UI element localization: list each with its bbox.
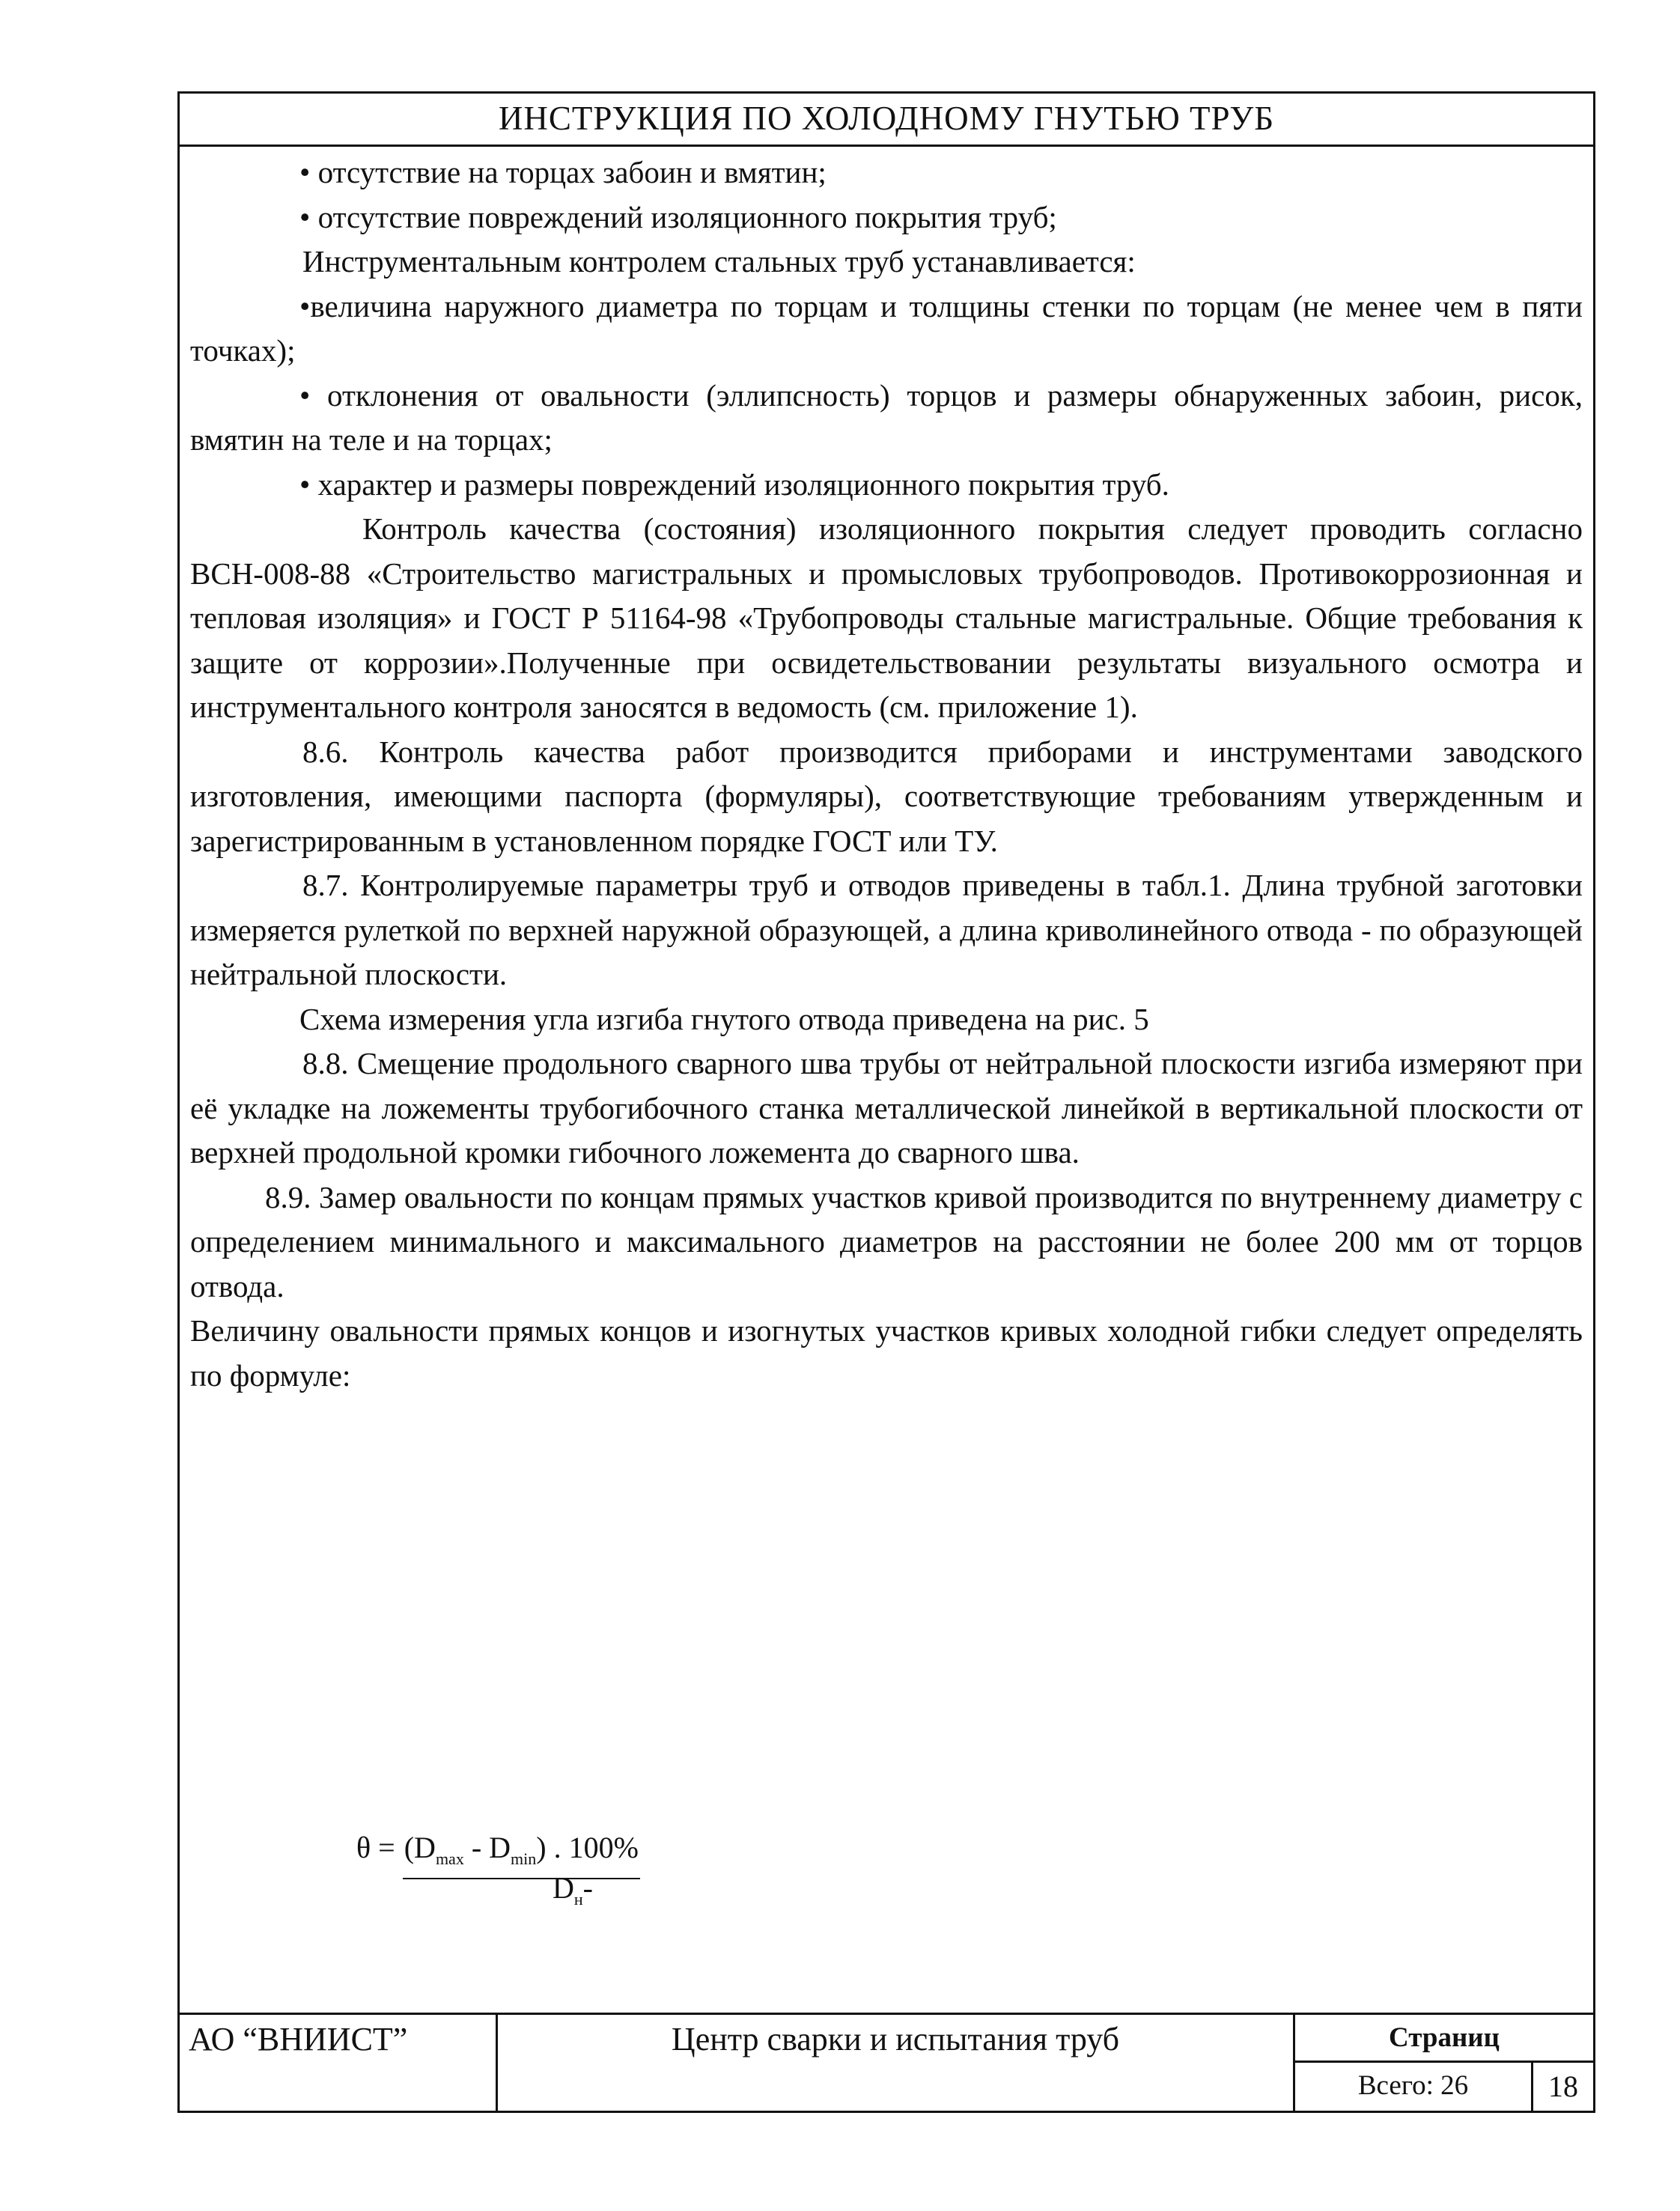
document-body <box>190 150 1583 1398</box>
footer-center-name: Центр сварки и испытания труб <box>498 2015 1295 2111</box>
paragraph-bullet-2: • отсутствие повреждений изоляционного покрытия труб; <box>299 199 1057 234</box>
paragraph-8-9: 8.9. Замер овальности по концам прямых участков кривой производится по внутреннему диаметру с определением минимального и максимального диаметров на расстоянии не более 200 мм от торцов отвода. <box>190 1179 1583 1304</box>
footer-organization: АО “ВНИИСТ” <box>180 2015 498 2111</box>
paragraph-ovality-formula-intro: Величину овальности прямых концов и изогнутых участков кривых холодной гибки следует определять по формуле: <box>190 1313 1583 1393</box>
footer-pages-label: Страниц <box>1295 2015 1593 2063</box>
paragraph-coating-control: Контроль качества (состояния) изоляционного покрытия следует проводить согласно ВСН-008-88 «Строительство магистральных и промысловых трубопроводов. Противокоррозионная и тепловая изоляция» и ГОСТ Р 51164-98 «Трубопроводы стальные магистральные. Общие требования к защите от коррозии».Полученные при освидетельствовании результаты визуального осмотра и инструментального контроля заносятся в ведомость (см. приложение 1). <box>190 511 1583 724</box>
formula-lhs: θ = <box>356 1831 395 1864</box>
paragraph-bullet-3: •величина наружного диаметра по торцам и толщины стенки по торцам (не менее чем в пяти точках); <box>190 288 1583 368</box>
footer-total-pages: Всего: 26 <box>1295 2063 1533 2111</box>
paragraph-8-6: 8.6. Контроль качества работ производится приборами и инструментами заводского изготовления, имеющими паспорта (формуляры), соответствующие требованиям утвержденным и зарегистрированным в установленном порядке ГОСТ или ТУ. <box>190 734 1583 858</box>
paragraph-bullet-1: • отсутствие на торцах забоин и вмятин; <box>299 155 827 189</box>
document-page <box>177 91 1595 2113</box>
paragraph-8-7: 8.7. Контролируемые параметры труб и отводов приведены в табл.1. Длина трубной заготовки измеряется рулеткой по верхней наружной образующей, а длина криволинейного отвода - по образующей нейтральной плоскости. <box>190 868 1583 991</box>
document-title: ИНСТРУКЦИЯ ПО ХОЛОДНОМУ ГНУТЬЮ ТРУБ <box>180 94 1593 147</box>
footer-page-number: 18 <box>1548 2069 1578 2103</box>
paragraph-8-8: 8.8. Смещение продольного сварного шва трубы от нейтральной плоскости изгиба измеряют при её укладке на ложементы трубогибочного станка металлической линейкой в вертикальной плоскости от верхней продольной кромки гибочного ложемента до сварного шва. <box>190 1046 1583 1170</box>
formula-numerator: $(D_{max} - D_{min})$ . 100% <box>403 1829 640 1879</box>
paragraph-instrumental-intro: Инструментальным контролем стальных труб устанавливается: <box>302 244 1136 279</box>
paragraph-bullet-5: • характер и размеры повреждений изоляционного покрытия труб. <box>299 466 1169 502</box>
footer-stamp <box>180 2013 1593 2113</box>
ovality-formula <box>356 1829 640 1909</box>
formula-denominator: $D_н-$ <box>553 1871 593 1909</box>
paragraph-scheme-ref: Схема измерения угла изгиба гнутого отвода приведена на рис. 5 <box>299 1001 1149 1036</box>
paragraph-bullet-4: • отклонения от овальности (эллипсность) торцов и размеры обнаруженных забоин, рисок, вмятин на теле и на торцах; <box>190 377 1583 457</box>
